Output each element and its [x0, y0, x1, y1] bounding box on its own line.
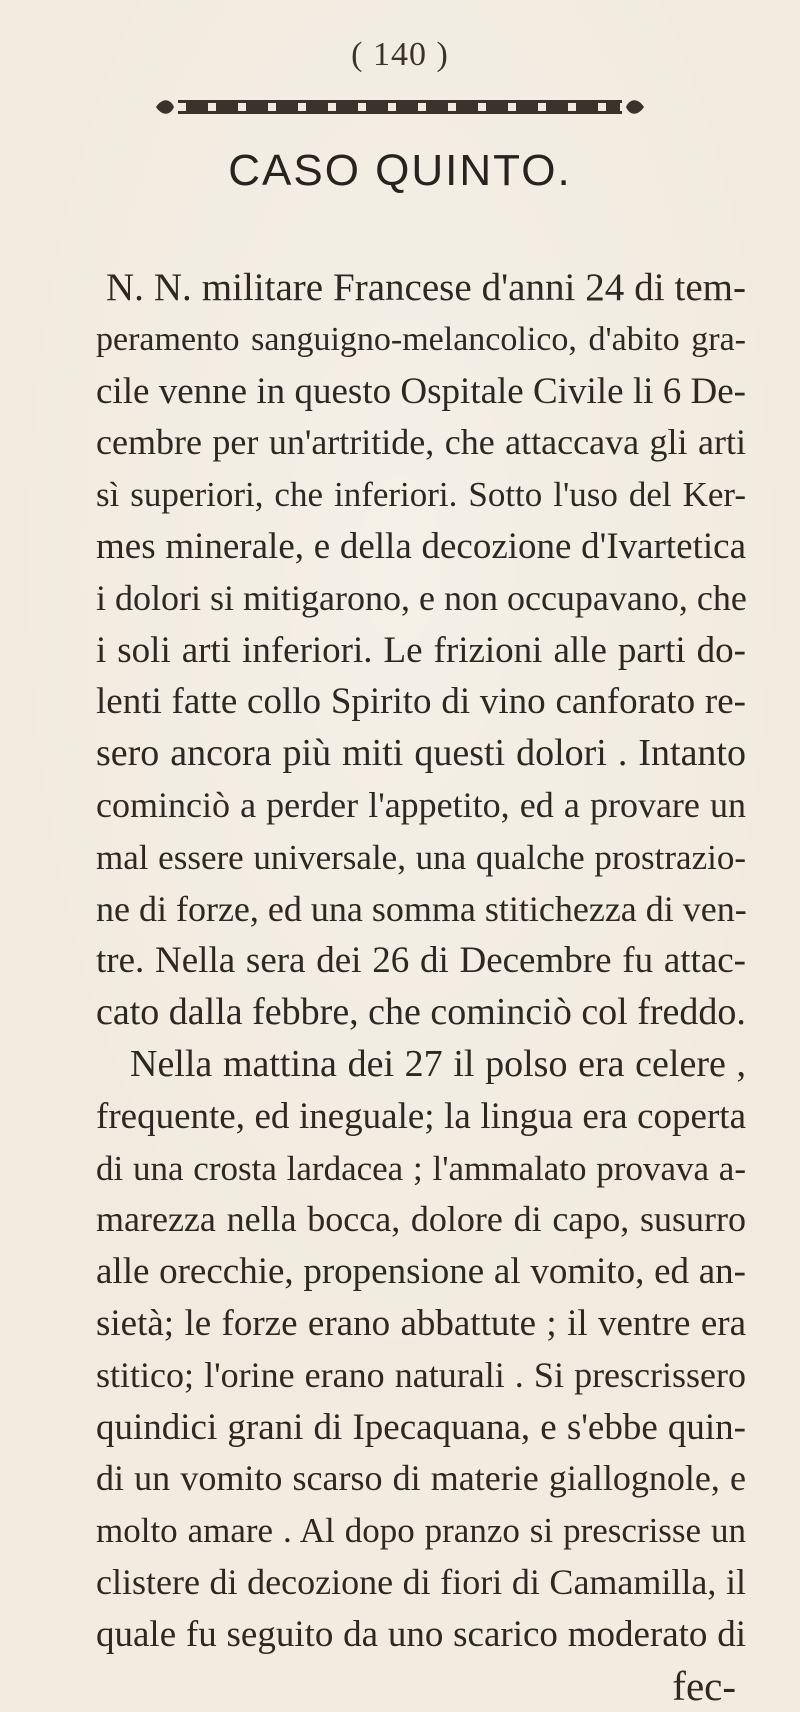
- text-line: cembre per un'artritide, che attaccava gli arti: [96, 422, 746, 463]
- text-line: mes minerale, e della decozione d'Ivartetica: [96, 525, 746, 567]
- text-line: cato dalla febbre, che cominciò col freddo.: [96, 991, 746, 1034]
- text-line: cile venne in questo Ospitale Civile li 6 De-: [96, 370, 746, 412]
- text-line: alle orecchie, propensione al vomito, ed an-: [96, 1251, 746, 1293]
- text-line: di un vomito scarso di materie giallognole, e: [96, 1458, 746, 1499]
- text-line: quale fu seguito da uno scarico moderato di: [96, 1613, 746, 1655]
- text-line: i soli arti inferiori. Le frizioni alle parti do-: [96, 629, 746, 671]
- text-line: peramento sanguigno-melancolico, d'abito gra-: [96, 320, 746, 358]
- text-line: lenti fatte collo Spirito di vino canforato re-: [96, 681, 746, 723]
- text-line: molto amare . Al dopo pranzo si prescrisse un: [96, 1511, 746, 1551]
- chapter-title: CASO QUINTO.: [228, 146, 572, 195]
- text-line: marezza nella bocca, dolore di capo, susurro: [96, 1199, 746, 1240]
- catchword: fec-: [672, 1662, 736, 1709]
- body-text: [96, 262, 746, 1712]
- text-line: sì superiori, che inferiori. Sotto l'uso del Ker-: [96, 475, 746, 515]
- text-line: i dolori si mitigarono, e non occupavano, che: [96, 577, 747, 618]
- text-line: tre. Nella sera dei 26 di Decembre fu attac-: [96, 940, 746, 982]
- text-line: clistere di decozione di fiori di Camamilla, il: [96, 1561, 746, 1602]
- ornamental-rule: [150, 94, 650, 120]
- text-line: cominciò a perder l'appetito, ed a provare un: [96, 784, 746, 825]
- text-line: mal essere universale, una qualche prostrazio-: [96, 837, 746, 877]
- text-line: di una crosta lardacea ; l'ammalato provava a-: [96, 1148, 746, 1188]
- text-line: stitico; l'orine erano naturali . Si prescrissero: [96, 1354, 746, 1395]
- text-line: quindici grani di Ipecaquana, e s'ebbe quin-: [96, 1406, 746, 1448]
- text-line: frequente, ed ineguale; la lingua era coperta: [96, 1095, 746, 1137]
- page-number: ( 140 ): [351, 36, 449, 73]
- text-line: sietà; le forze erano abbattute ; il ventre era: [96, 1302, 746, 1344]
- text-line: ne di forze, ed una somma stitichezza di ven-: [96, 888, 747, 929]
- text-line: Nella mattina dei 27 il polso era celere ,: [130, 1042, 746, 1085]
- text-line: sero ancora più miti questi dolori . Intanto: [96, 732, 746, 775]
- text-line: N. N. militare Francese d'anni 24 di tem-: [106, 266, 746, 309]
